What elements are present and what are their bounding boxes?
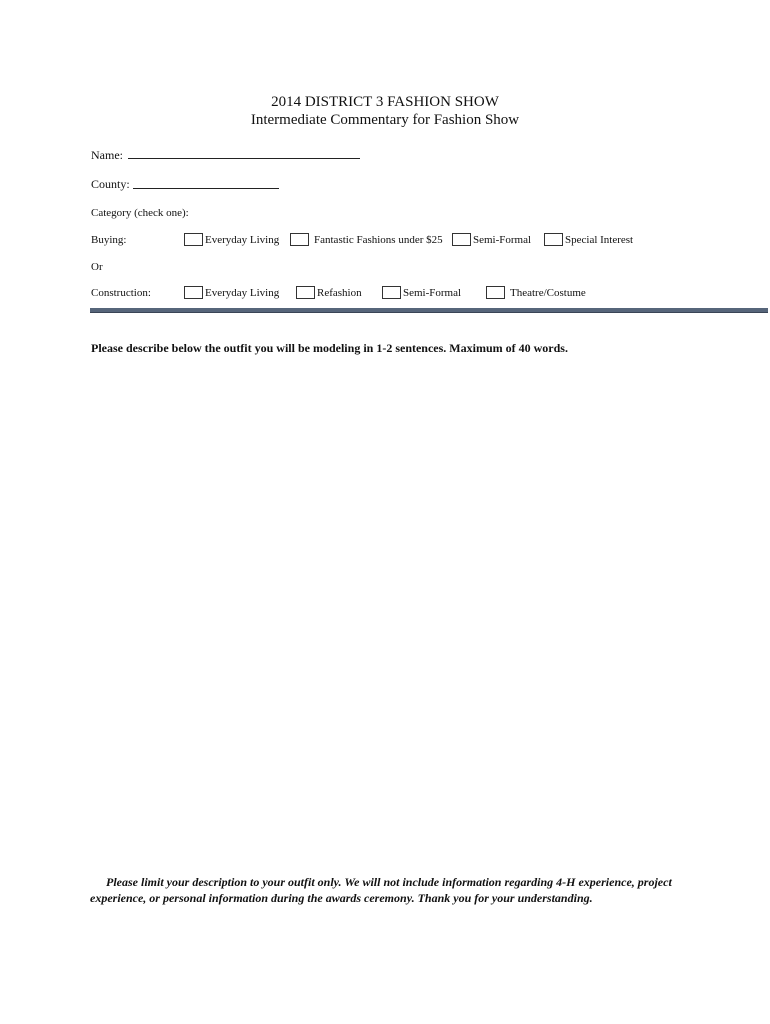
buying-everyday-living-checkbox[interactable] (184, 233, 203, 246)
county-label: County: (91, 177, 130, 191)
buying-fantastic-fashions-checkbox[interactable] (290, 233, 309, 246)
construction-refashion-label: Refashion (317, 287, 362, 299)
buying-special-interest-checkbox[interactable] (544, 233, 563, 246)
construction-semi-formal-label: Semi-Formal (403, 287, 462, 299)
construction-semi-formal-checkbox[interactable] (382, 286, 401, 299)
buying-special-interest-label: Special Interest (565, 234, 634, 246)
category-label: Category (check one): (91, 207, 189, 219)
form-subtitle: Intermediate Commentary for Fashion Show (250, 112, 520, 128)
buying-everyday-living-label: Everyday Living (205, 234, 280, 246)
buying-semi-formal-checkbox[interactable] (452, 233, 471, 246)
buying-fantastic-fashions-label: Fantastic Fashions under $25 (314, 234, 443, 246)
description-instruction: Please describe below the outfit you will be modeling in 1-2 sentences. Maximum of 40 words. (91, 341, 568, 355)
name-label: Name: (91, 148, 123, 162)
footer-note: Please limit your description to your outfit only. We will not include information regarding 4-H experience, project experience, or personal information during the awards ceremony. Thank you for your understanding. (90, 875, 672, 905)
construction-theatre-costume-checkbox[interactable] (486, 286, 505, 299)
construction-theatre-costume-label: Theatre/Costume (510, 287, 586, 299)
construction-label: Construction: (91, 287, 151, 299)
or-label: Or (91, 261, 103, 273)
buying-label: Buying: (91, 234, 127, 246)
name-field[interactable] (128, 158, 360, 159)
buying-semi-formal-label: Semi-Formal (473, 234, 532, 246)
construction-everyday-living-checkbox[interactable] (184, 286, 203, 299)
county-field[interactable] (133, 188, 279, 189)
outfit-description-input[interactable] (90, 362, 770, 866)
construction-everyday-living-label: Everyday Living (205, 287, 280, 299)
form-title: 2014 DISTRICT 3 FASHION SHOW (271, 94, 499, 110)
construction-refashion-checkbox[interactable] (296, 286, 315, 299)
section-divider (90, 308, 768, 313)
